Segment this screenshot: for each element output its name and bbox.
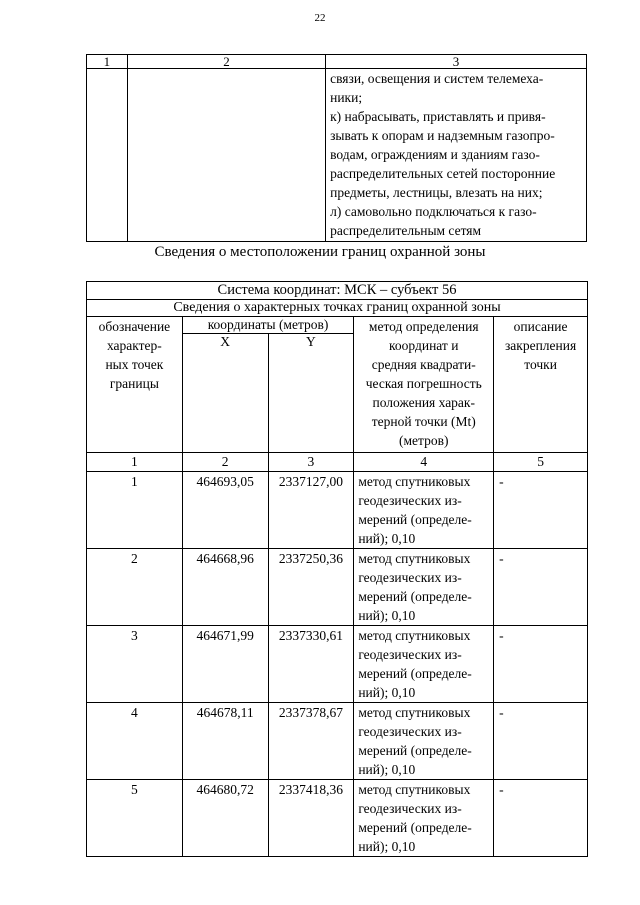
coordinates-table [86,281,588,857]
y-header: Y [268,334,354,453]
col-header-1: 1 [87,55,128,69]
col-number: 4 [354,453,494,472]
description-header: описание закрепления точки [494,317,588,453]
text-line: распределительных сетей посторонние [330,166,556,181]
points-info-header: Сведения о характерных точках границ охранной зоны [87,300,588,317]
table-header-row [87,55,587,69]
empty-cell [127,69,325,242]
point-id: 4 [87,703,183,780]
table-row [87,780,588,857]
page-number: 22 [314,12,326,24]
method-header: метод определения координат и средняя квадрати- ческая погрешность положения харак- терной точки (Mt) (метров) [354,317,494,453]
description-value: - [494,549,588,626]
section-title: Сведения о местоположении границ охранной зоны [154,244,486,260]
col-number: 3 [268,453,354,472]
column-numbers-row [87,453,588,472]
text-line: к) набрасывать, приставлять и привя- [330,109,546,124]
description-value: - [494,703,588,780]
x-value: 464668,96 [182,549,268,626]
col-header-3: 3 [326,55,587,69]
table-row [87,472,588,549]
table-row [87,549,588,626]
text-line: зывать к опорам и надземным газопро- [330,128,555,143]
text-line: предметы, лестницы, влезать на них; [330,185,543,200]
empty-cell [87,69,128,242]
description-value: - [494,626,588,703]
y-value: 2337378,67 [268,703,354,780]
point-id: 5 [87,780,183,857]
coordinates-header: координаты (метров) [182,317,354,334]
x-value: 464678,11 [182,703,268,780]
point-id: 2 [87,549,183,626]
x-value: 464671,99 [182,626,268,703]
restrictions-text [326,69,587,242]
coordinate-system: Система координат: МСК – субъект 56 [87,282,588,300]
y-value: 2337330,61 [268,626,354,703]
table-row [87,69,587,242]
point-id: 3 [87,626,183,703]
method-value: метод спутниковых геодезических из- мерений (определе- ний); 0,10 [354,780,494,857]
method-value: метод спутниковых геодезических из- мерений (определе- ний); 0,10 [354,549,494,626]
text-line: распределительным сетям [330,223,482,238]
x-value: 464693,05 [182,472,268,549]
y-value: 2337250,36 [268,549,354,626]
table-row [87,626,588,703]
designation-header: обозначение характер- ных точек границы [87,317,183,453]
restrictions-table [86,54,587,242]
col-number: 5 [494,453,588,472]
y-value: 2337127,00 [268,472,354,549]
method-value: метод спутниковых геодезических из- мерений (определе- ний); 0,10 [354,626,494,703]
text-line: ники; [330,90,363,105]
col-header-2: 2 [127,55,325,69]
col-number: 1 [87,453,183,472]
method-value: метод спутниковых геодезических из- мерений (определе- ний); 0,10 [354,703,494,780]
point-id: 1 [87,472,183,549]
description-value: - [494,780,588,857]
x-value: 464680,72 [182,780,268,857]
table-row [87,703,588,780]
method-value: метод спутниковых геодезических из- мерений (определе- ний); 0,10 [354,472,494,549]
y-value: 2337418,36 [268,780,354,857]
col-number: 2 [182,453,268,472]
text-line: л) самовольно подключаться к газо- [330,204,537,219]
text-line: водам, ограждениям и зданиям газо- [330,147,540,162]
text-line: связи, освещения и систем телемеха- [330,71,544,86]
x-header: X [182,334,268,453]
description-value: - [494,472,588,549]
